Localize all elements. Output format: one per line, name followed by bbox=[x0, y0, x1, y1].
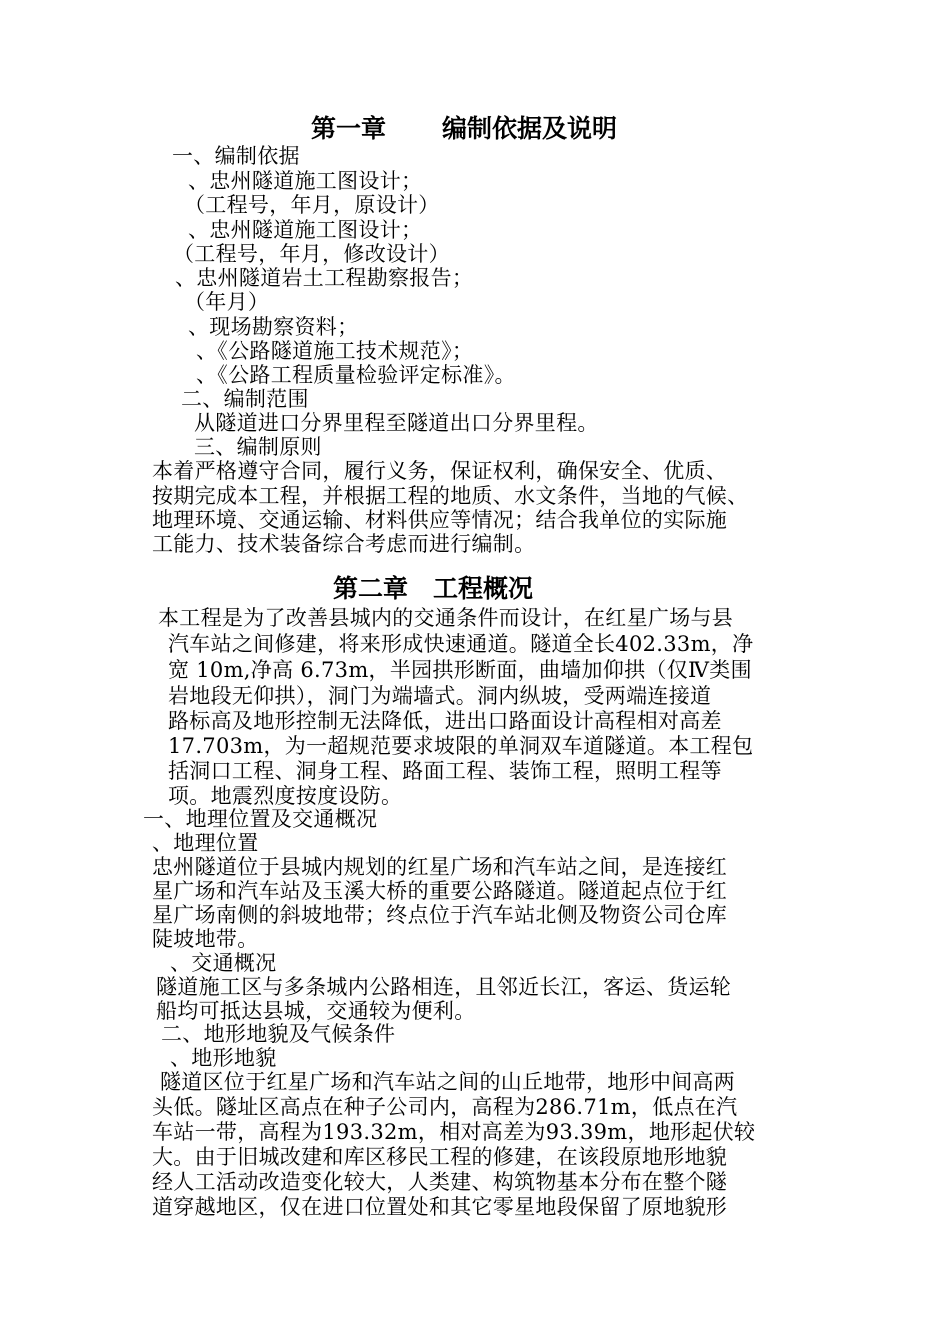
section-heading: 二、地形地貌及气候条件 bbox=[161, 1022, 396, 1046]
paragraph-line: 本着严格遵守合同，履行义务，保证权利，确保安全、优质、 bbox=[152, 459, 728, 483]
chapter1-number: 第一章 bbox=[311, 114, 387, 143]
list-item: 、忠州隧道施工图设计； bbox=[188, 218, 423, 242]
paragraph-line: 工能力、技术装备综合考虑而进行编制。 bbox=[152, 532, 536, 556]
section-heading: 一、地理位置及交通概况 bbox=[143, 807, 378, 831]
list-item: （年月） bbox=[184, 290, 270, 314]
paragraph-line: 大。由于旧城改建和库区移民工程的修建，在该段原地形地貌 bbox=[152, 1145, 728, 1169]
subsection-heading: 、地理位置 bbox=[152, 831, 259, 855]
paragraph-line: 从隧道进口分界里程至隧道出口分界里程。 bbox=[194, 411, 599, 435]
paragraph-line: 括洞口工程、洞身工程、路面工程、装饰工程，照明工程等 bbox=[168, 759, 722, 783]
paragraph-line: 按期完成本工程，并根据工程的地质、水文条件，当地的气候、 bbox=[152, 484, 749, 508]
paragraph-line: 船均可抵达县城，交通较为便利。 bbox=[156, 999, 476, 1023]
paragraph-line: 头低。隧址区高点在种子公司内，高程为286.71m，低点在汽 bbox=[152, 1095, 738, 1119]
list-item: （工程号，年月，原设计） bbox=[184, 193, 440, 217]
section-heading: 三、编制原则 bbox=[194, 435, 322, 459]
paragraph-line: 陡坡地带。 bbox=[152, 927, 259, 951]
section-heading: 一、编制依据 bbox=[172, 144, 300, 168]
paragraph-line: 17.703m，为一超规范要求坡限的单洞双车道隧道。本工程包 bbox=[168, 734, 754, 758]
subsection-heading: 、地形地貌 bbox=[170, 1046, 277, 1070]
paragraph-line: 路标高及地形控制无法降低，进出口路面设计高程相对高差 bbox=[168, 709, 722, 733]
paragraph-line: 汽车站之间修建，将来形成快速通道。隧道全长402.33m，净 bbox=[168, 632, 754, 656]
subsection-heading: 、交通概况 bbox=[170, 951, 277, 975]
paragraph-line: 忠州隧道位于县城内规划的红星广场和汽车站之间，是连接红 bbox=[152, 855, 728, 879]
list-item: 、忠州隧道施工图设计； bbox=[188, 169, 423, 193]
paragraph-line: 经人工活动改造变化较大，人类建、构筑物基本分布在整个隧 bbox=[152, 1170, 728, 1194]
list-item: 、《公路工程质量检验评定标准》。 bbox=[196, 363, 516, 387]
list-item: 、现场勘察资料； bbox=[188, 315, 359, 339]
paragraph-line: 隧道区位于红星广场和汽车站之间的山丘地带，地形中间高两 bbox=[160, 1070, 736, 1094]
paragraph-line: 道穿越地区，仅在进口位置处和其它零星地段保留了原地貌形 bbox=[152, 1195, 728, 1219]
list-item: 、忠州隧道岩土工程勘察报告； bbox=[175, 266, 474, 290]
paragraph-line: 岩地段无仰拱），洞门为端墙式。洞内纵坡，受两端连接道 bbox=[168, 684, 712, 708]
paragraph-line: 项。地震烈度按度设防。 bbox=[168, 784, 403, 808]
list-item: 、《公路隧道施工技术规范》； bbox=[196, 339, 474, 363]
chapter1-heading: 编制依据及说明 bbox=[442, 114, 618, 143]
paragraph-line: 地理环境、交通运输、材料供应等情况；结合我单位的实际施 bbox=[152, 508, 728, 532]
section-heading: 二、编制范围 bbox=[181, 387, 309, 411]
chapter1-title bbox=[311, 114, 617, 144]
chapter2-title: 第二章 工程概况 bbox=[333, 574, 534, 603]
paragraph-line: 星广场和汽车站及玉溪大桥的重要公路隧道。隧道起点位于红 bbox=[152, 879, 728, 903]
paragraph-line: 本工程是为了改善县城内的交通条件而设计，在红星广场与县 bbox=[158, 606, 734, 630]
paragraph-line: 隧道施工区与多条城内公路相连，且邻近长江，客运、货运轮 bbox=[156, 975, 732, 999]
list-item: （工程号，年月，修改设计） bbox=[173, 242, 450, 266]
paragraph-line: 车站一带，高程为193.32m，相对高差为93.39m，地形起伏较 bbox=[152, 1120, 756, 1144]
paragraph-line: 星广场南侧的斜坡地带；终点位于汽车站北侧及物资公司仓库 bbox=[152, 903, 728, 927]
paragraph-line: 宽 10m,净高 6.73m，半园拱形断面，曲墙加仰拱（仅Ⅳ类围 bbox=[168, 658, 752, 682]
